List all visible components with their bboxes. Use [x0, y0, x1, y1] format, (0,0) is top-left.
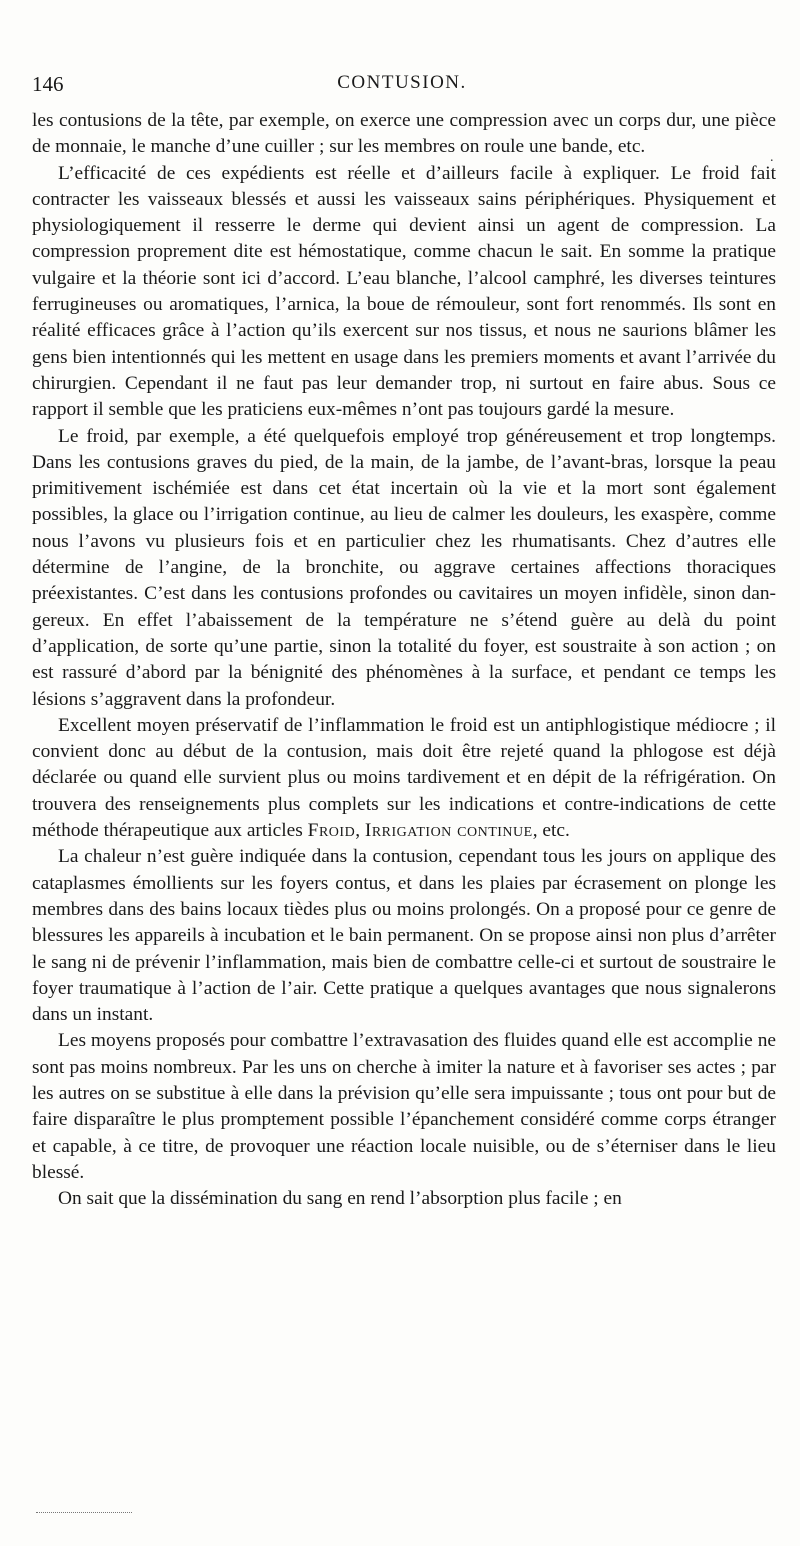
- paragraph-2: L’efficacité de ces expédients est réelle et d’ailleurs facile à expliquer. Le froid fait contracter les vaisseaux blessés et aussi les vaisseaux sains périphériques. Physiquement et physiologiquement il resserre le derme qui devient ainsi un agent de compression. La compression proprement dite est hémostatique, comme chacun le sait. En somme la pratique vulgaire et la théorie sont ici d’accord. L’eau blanche, l’alcool camphré, les diverses teintures ferrugineuses ou aromatiques, l’arnica, la boue de rémouleur, sont fort renommés. Ils sont en réalité efficaces grâce à l’action qu’ils exercent sur nos tissus, et nous ne saurions blâmer les gens bien intentionnés qui les mettent en usage dans les premiers moments et avant l’arrivée du chirurgien. Cependant il ne faut pas leur demander trop, ni surtout en faire abus. Sous ce rapport il semble que les praticiens eux-mêmes n’ont pas toujours gardé la mesure.: [32, 162, 776, 421]
- cross-reference-separator: ,: [355, 820, 365, 842]
- paragraph-4: [32, 713, 776, 844]
- cross-reference-froid: Froid: [307, 820, 356, 842]
- body-text: [32, 108, 776, 1212]
- paragraph-3: Le froid, par exemple, a été quelquefois employé trop généreusement et trop longtemps. Dans les contusions graves du pied, de la main, de la jambe, de l’avant-bras, lorsque la peau primitivement ischémiée est dans cet état incertain où la vie et la mort sont également possibles, la glace ou l’irrigation continue, au lieu de calmer les douleurs, les exaspère, comme nous l’avons vu plusieurs fois et en particulier chez les rhumatisants. Chez d’autres elle détermine de l’angine, de la bronchite, ou aggrave certaines affections thoraciques préexistantes. C’est dans les contusions profondes ou cavitaires un moyen infidèle, sinon dangereux. En effet l’abaissement de la température ne s’étend guère au delà du point d’application, de sorte qu’une partie, sinon la totalité du foyer, est soustraite à son action ; on est rassuré d’abord par la bénignité des phénomènes à la surface, et pendant ce temps les lésions s’aggravent dans la profondeur.: [32, 425, 776, 710]
- paragraph-6: Les moyens proposés pour combattre l’extravasation des fluides quand elle est accomplie ne sont pas moins nombreux. Par les uns on cherche à imiter la nature et à favoriser ses actes ; par les autres on se substitue à elle dans la prévision qu’elle sera impuissante ; tous ont pour but de faire disparaître le plus promptement possible l’épanchement considéré comme corps étranger et capable, à ce titre, de provoquer une réaction locale nuisible, ou de s’éterniser dans le lieu blessé.: [32, 1030, 776, 1183]
- paragraph-1: les contusions de la tête, par exemple, on exerce une compression avec un corps dur, une pièce de monnaie, le manche d’une cuiller ; sur les membres on roule une bande, etc.: [32, 110, 776, 158]
- page-number: 146: [32, 72, 64, 96]
- paragraph-4-text: Excellent moyen préservatif de l’inflammation le froid est un antiphlogistique médiocre ; il convient donc au début de la contusion, mais doit être rejeté quand la phlogose est déjà déclarée ou quand elle survient plus ou moins tardivement et en dépit de la réfrigération. On trouvera des renseignements plus complets sur les indications et contre-indications de cette méthode thérapeutique aux articles: [32, 714, 776, 842]
- cross-reference-irrigation: Irrigation continue: [364, 820, 533, 842]
- running-head: [32, 72, 772, 100]
- running-title: CONTUSION.: [337, 72, 467, 93]
- paragraph-4-ending: , etc.: [532, 820, 570, 842]
- margin-mark: .: [770, 150, 774, 165]
- footer-dotted-rule: [36, 1512, 132, 1513]
- paragraph-7: On sait que la dissémination du sang en rend l’absorption plus facile ; en: [58, 1188, 622, 1210]
- paragraph-5: La chaleur n’est guère indiquée dans la contusion, cependant tous les jours on applique des cataplasmes émollients sur les foyers contus, et dans les plaies par écrasement on plonge les membres dans des bains locaux tièdes plus ou moins prolongés. On a proposé pour ce genre de blessures les appareils à incubation et le bain permanent. On se propose ainsi non plus d’arrêter le sang ni de prévenir l’inflammation, mais bien de combattre celle-ci et surtout de soustraire le foyer traumatique à l’action de l’air. Cette pratique a quelques avantages que nous signalerons dans un instant.: [32, 846, 776, 1026]
